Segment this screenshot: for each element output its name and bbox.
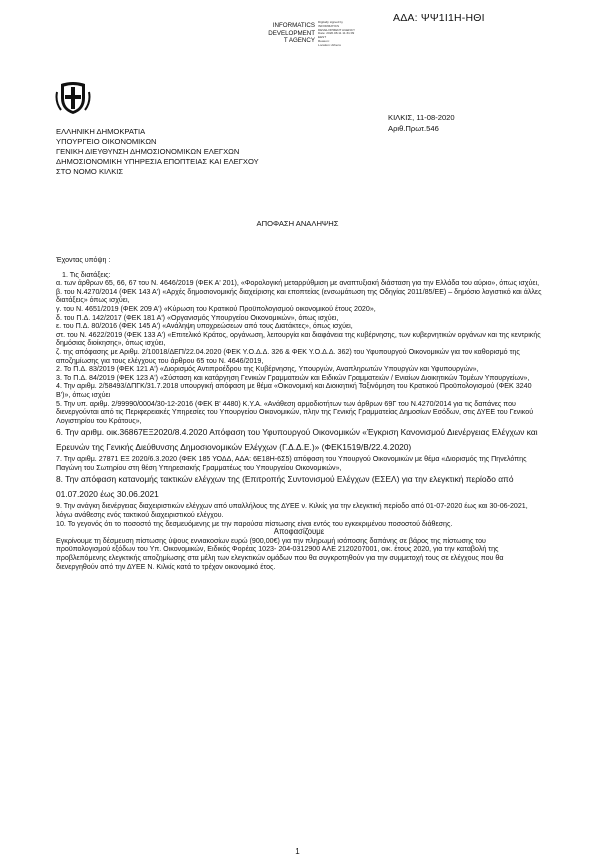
paragraph-10: 10. Το γεγονός ότι το ποσοστό της δεσμευόμενης με την παρούσα πίστωσης είναι εντός του εγκεκριμένου ποσοστού διάθεσης.	[56, 519, 453, 528]
issuing-authority	[56, 127, 259, 177]
paragraph-5: 5. Την υπ. αριθμ. 2/99990/0004/30-12-2016 (ΦΕΚ Β' 4480) Κ.Υ.Α. «Ανάθεση αρμοδιοτήτων των άρθρων 69Γ του Ν.4270/2014 για τις δαπάνες που διενεργούνται από τις Περιφερειακές Υπηρεσίες του Υπουργείου Οικονομικών, πλην της Γενικής Γραμματείας Δημοσίων Εσόδων, στις ΔΥΕΕ του Γενικού Λογιστηρίου του Κράτους»,	[56, 399, 534, 425]
paragraph-6: 6. Την αριθμ. οικ.36867ΕΞ2020/8.4.2020 Απόφαση του Υφυπουργού Οικονομικών «Έγκριση Κανονισμού Διενέργειας Ελέγχων και Ερευνών της Γενικής Διεύθυνσης Δημοσιονομικών Ελέγχων (Γ.Δ.Δ.Ε.)» (ΦΕΚ1519/Β/22.4.2020)	[56, 427, 538, 453]
signature-line: DEVELOPMENT	[268, 29, 315, 37]
paragraph-1a: α. των άρθρων 65, 66, 67 του Ν. 4646/2019 (ΦΕΚ Α' 201), «Φορολογική μεταρρύθμιση με αναπτυξιακή διάσταση για την Ελλάδα του αύριο», όπως ισχύει,	[56, 279, 540, 288]
page-number: 1	[295, 847, 300, 856]
paragraph-1d: δ. του Π.Δ. 142/2017 (ΦΕΚ 181 Α') «Οργανισμός Υπουργείου Οικονομικών», όπως ισχύει,	[56, 313, 339, 322]
date-line: ΚΙΛΚΙΣ, 11-08-2020	[388, 113, 455, 122]
signature-detail: INFORMATICS	[318, 23, 340, 28]
paragraph-1st: στ. του Ν. 4622/2019 (ΦΕΚ 133 Α') «Επιτελικό Κράτος, οργάνωση, λειτουργία και διαφάνεια της κυβέρνησης, των κυβερνητικών οργάνων και της κεντρικής δημόσιας διοίκησης», όπως ισχύει,	[56, 330, 541, 348]
signature-detail: Date: 2020.08.11 11:31:09	[318, 31, 355, 36]
signature-line: INFORMATICS	[272, 22, 315, 29]
greek-emblem-icon	[55, 80, 91, 116]
paragraph-1z: ζ. της απόφασης με Αριθμ. 2/10018/ΔΕΠ/22.04.2020 (ΦΕΚ Υ.Ο.Δ.Δ. 326 & ΦΕΚ Υ.Ο.Δ.Δ. 362) του Υφυπουργού Οικονομικών για τον καθορισμό της αποζημίωσης για τους ελέγχους του άρθρου 65 του Ν. 4646/2019,	[56, 347, 520, 365]
paragraph-7: 7. Την αριθμ. 27871 ΕΞ 2020/6.3.2020 (ΦΕΚ 185 ΥΟΔΔ, ΑΔΑ: 6Ε18Η-6Σ5) απόφαση του Υπουργού Οικονομικών με θέμα «Διορισμός της Πηνελόπης Παγώνη του Σωτηρίου στη θέση Υπηρεσιακής Γραμματέως του Υπουργείου Οικονομικών»,	[56, 455, 527, 472]
ada-code: ΑΔΑ: ΨΨ1Ι1Η-ΗΘΙ	[393, 12, 485, 24]
signature-detail: EEST	[318, 35, 327, 40]
paragraph-1: 1. Τις διατάξεις:	[62, 270, 111, 279]
decision-text: Εγκρίνουμε τη δέσμευση πίστωσης ύψους εννιακοσίων ευρώ (900,00€) για την πληρωμή ισόποσης δαπάνης σε βάρος της πίστωσης του προϋπολογισμού εξόδων του Υπ. Οικονομικών, Ειδικός Φορέας 1023- 204-0312900 ΑΛΕ 2120207001, οικ. έτους 2020, για την καταβολή της προβλεπόμενης ελεγκτικής αποζημίωσης στα μέλη των ελεγκτικών ομάδων που θα συγκροτηθούν για την συμμετοχή τους σε ελέγχους που θα διενεργηθούν από την ΔΥΕΕ Ν. Κιλκίς κατά το τρέχον οικονομικό έτος.	[56, 536, 504, 571]
signature-detail: Digitally signed by	[318, 20, 343, 24]
intro-line: Έχοντας υπόψη :	[56, 256, 111, 264]
paragraph-1b: β. του Ν.4270/2014 (ΦΕΚ 143 Α') «Αρχές δημοσιονομικής διαχείρισης και εποπτείας (ενσωμάτωση της Οδηγίας 2011/85/ΕΕ) – δημόσιο λογιστικό και άλλες διατάξεις» όπως ισχύει,	[56, 287, 542, 305]
paragraph-1e: ε. του Π.Δ. 80/2016 (ΦΕΚ 145 Α') «Ανάληψη υποχρεώσεων από τους Διατάκτες», όπως ισχύει,	[56, 322, 353, 331]
signature-detail: Location: Athens	[318, 42, 341, 47]
paragraph-3: 3. Το Π.Δ. 84/2019 (ΦΕΚ 123 Α') «Σύσταση και κατάργηση Γενικών Γραμματειών και Ειδικών Γραμματειών / Ενιαίων Διοικητικών Τομέων Υπουργείων»,	[56, 373, 530, 382]
paragraph-2: 2. Το Π.Δ. 83/2019 (ΦΕΚ 121 Α') «Διορισμός Αντιπροέδρου της Κυβέρνησης, Υπουργών, Αναπληρωτών Υπουργών και Υφυπουργών»,	[56, 365, 479, 374]
document-title: ΑΠΟΦΑΣΗ ΑΝΑΛΗΨΗΣ	[256, 219, 339, 228]
authority-line: ΕΛΛΗΝΙΚΗ ΔΗΜΟΚΡΑΤΙΑ	[56, 127, 146, 136]
authority-line: ΣΤΟ ΝΟΜΟ ΚΙΛΚΙΣ	[56, 167, 124, 176]
paragraph-9: 9. Την ανάγκη διενέργειας διαχειριστικών ελέγχων από υπαλλήλους της ΔΥΕΕ ν. Κιλκίς για την ελεγκτική περίοδο από 01-07-2020 έως και 30-06-2021, λόγω ανάθεσης ενός τακτικού διαχειριστικού ελέγχου.	[56, 502, 528, 520]
paragraph-1c: γ. του Ν. 4651/2019 (ΦΕΚ 209 Α') «Κύρωση του Κρατικού Προϋπολογισμού οικονομικού έτους 2020»,	[56, 304, 376, 313]
document-body	[56, 256, 542, 571]
digital-signature-details	[318, 21, 378, 48]
signature-detail: Reason:	[318, 38, 330, 43]
digital-signature-label	[263, 22, 315, 45]
decision-heading: Αποφασίζουμε	[273, 527, 325, 537]
authority-line: ΔΗΜΟΣΙΟΝΟΜΙΚΗ ΥΠΗΡΕΣΙΑ ΕΠΟΠΤΕΙΑΣ ΚΑΙ ΕΛΕΓΧΟΥ	[56, 157, 259, 166]
signature-line: T AGENCY	[283, 37, 315, 45]
paragraph-4: 4. Την αριθμ. 2/58493/ΔΠΓΚ/31.7.2018 υπουργική απόφαση με θέμα «Οικονομική και Διοικητική Ταξινόμηση του Κρατικού Προϋπολογισμού (ΦΕΚ 3240 Β')», όπως ισχύει	[56, 382, 532, 399]
authority-line: ΓΕΝΙΚΗ ΔΙΕΥΘΥΝΣΗ ΔΗΜΟΣΙΟΝΟΜΙΚΩΝ ΕΛΕΓΧΩΝ	[56, 147, 240, 156]
authority-line: ΥΠΟΥΡΓΕΙΟ ΟΙΚΟΝΟΜΙΚΩΝ	[56, 137, 157, 146]
signature-detail: DEVELOPMENT AGENCY	[318, 27, 356, 32]
paragraph-8: 8. Την απόφαση κατανομής τακτικών ελέγχων της (Επιτροπής Συντονισμού Ελέγχων (ΕΣΕΛ) για την ελεγκτική περίοδο από 01.07.2020 έως 30.06.2021	[56, 474, 514, 500]
date-protocol-block	[388, 113, 455, 134]
protocol-number: Αριθ.Πρωτ.546	[388, 123, 439, 133]
